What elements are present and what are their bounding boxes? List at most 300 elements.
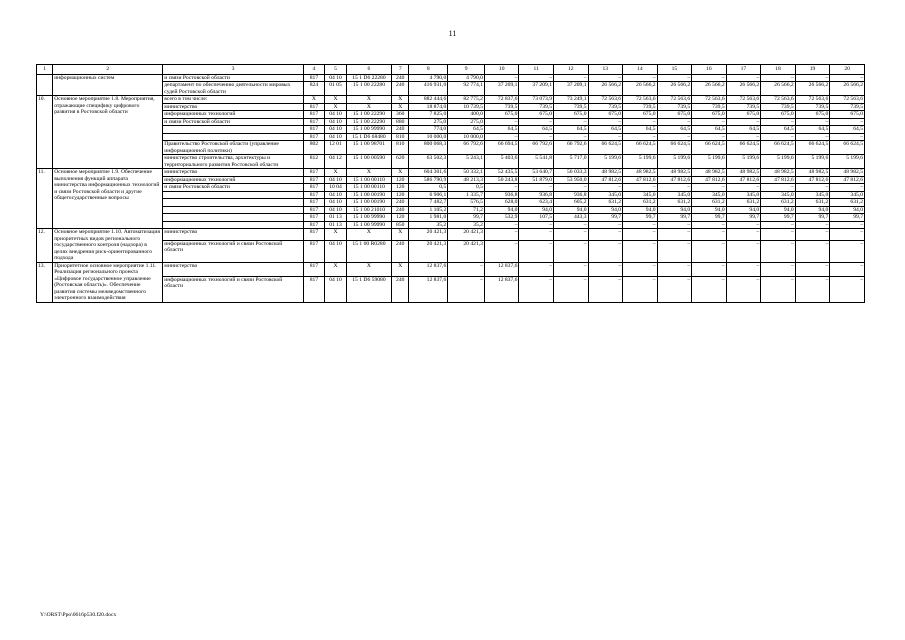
- amount-cell: 47 812,6: [657, 176, 692, 183]
- amount-cell: –: [692, 184, 727, 191]
- budget-code-cell: 817: [303, 214, 325, 221]
- amount-cell: 66 792,6: [519, 141, 554, 155]
- amount-cell: 345,0: [657, 191, 692, 198]
- column-number-header: 3: [163, 65, 303, 75]
- amount-cell: 345,0: [726, 191, 761, 198]
- budget-code-cell: 15 1 00 00110: [346, 176, 391, 183]
- amount-cell: –: [519, 184, 554, 191]
- budget-code-cell: X: [392, 169, 409, 176]
- amount-cell: –: [519, 75, 554, 82]
- budget-code-cell: 15 1 00 22280: [346, 82, 391, 96]
- budget-code-cell: 04 10: [325, 191, 347, 198]
- amount-cell: 37 209,1: [484, 82, 519, 96]
- amount-cell: –: [761, 75, 796, 82]
- amount-cell: 936,8: [519, 191, 554, 198]
- amount-cell: –: [623, 75, 658, 82]
- table-row: [37, 75, 865, 82]
- amount-cell: 576,5: [448, 199, 485, 206]
- column-number-header: 4: [303, 65, 325, 75]
- amount-cell: 20 421,3: [448, 229, 485, 241]
- amount-cell: –: [692, 221, 727, 228]
- amount-cell: 675,0: [657, 111, 692, 118]
- executor-cell: Правительство Ростовской области (управление информационной политики): [163, 141, 303, 155]
- amount-cell: 64,5: [519, 126, 554, 133]
- amount-cell: 48 982,5: [692, 169, 727, 176]
- column-number-header: 7: [392, 65, 409, 75]
- budget-code-cell: 817: [303, 240, 325, 262]
- amount-cell: 73 249,1: [554, 96, 589, 103]
- amount-cell: 26 566,2: [795, 82, 830, 96]
- amount-cell: 5 717,0: [554, 155, 589, 169]
- amount-cell: –: [761, 276, 796, 302]
- amount-cell: –: [761, 221, 796, 228]
- amount-cell: –: [761, 262, 796, 276]
- amount-cell: –: [726, 262, 761, 276]
- executor-cell: министерство: [163, 169, 303, 176]
- budget-code-cell: 04 10: [325, 240, 347, 262]
- amount-cell: 94,0: [519, 206, 554, 213]
- budget-code-cell: 817: [303, 111, 325, 118]
- amount-cell: 6 906,1: [409, 191, 448, 198]
- budget-code-cell: 817: [303, 184, 325, 191]
- amount-cell: –: [830, 75, 865, 82]
- amount-cell: –: [623, 229, 658, 241]
- amount-cell: 400,0: [448, 111, 485, 118]
- amount-cell: 94,0: [623, 206, 658, 213]
- amount-cell: 5 199,6: [795, 155, 830, 169]
- amount-cell: –: [554, 184, 589, 191]
- amount-cell: 72 563,6: [761, 96, 796, 103]
- budget-code-cell: 120: [392, 214, 409, 221]
- amount-cell: 48 982,5: [588, 169, 623, 176]
- amount-cell: 53 640,7: [519, 169, 554, 176]
- amount-cell: 47 812,6: [795, 176, 830, 183]
- amount-cell: 48 982,5: [761, 169, 796, 176]
- amount-cell: 99,7: [726, 214, 761, 221]
- column-number-header: 9: [448, 65, 485, 75]
- amount-cell: 631,2: [692, 199, 727, 206]
- amount-cell: 47 812,6: [692, 176, 727, 183]
- amount-cell: 37 209,1: [519, 82, 554, 96]
- executor-cell: [163, 206, 303, 213]
- amount-cell: –: [519, 133, 554, 140]
- executor-cell: [163, 191, 303, 198]
- activity-name: Основное мероприятие 1.10. Автоматизация приоритетных видов регионального государственного контроля (надзора) в целях внедрения риск-ориентированного подхода: [53, 229, 163, 262]
- budget-code-cell: 812: [303, 155, 325, 169]
- executor-cell: министерство: [163, 229, 303, 241]
- amount-cell: –: [588, 276, 623, 302]
- budget-code-cell: 817: [303, 221, 325, 228]
- amount-cell: 48 982,5: [795, 169, 830, 176]
- amount-cell: 66 624,5: [830, 141, 865, 155]
- amount-cell: 623,4: [519, 199, 554, 206]
- column-number-header: 16: [692, 65, 727, 75]
- amount-cell: –: [761, 118, 796, 125]
- amount-cell: 5 199,6: [588, 155, 623, 169]
- amount-cell: –: [795, 262, 830, 276]
- executor-cell: [163, 133, 303, 140]
- amount-cell: 72 563,6: [692, 96, 727, 103]
- budget-code-cell: 817: [303, 75, 325, 82]
- column-number-header: 6: [346, 65, 391, 75]
- budget-code-cell: 817: [303, 176, 325, 183]
- amount-cell: 26 566,2: [830, 82, 865, 96]
- amount-cell: 99,7: [657, 214, 692, 221]
- amount-cell: –: [484, 240, 519, 262]
- amount-cell: –: [692, 133, 727, 140]
- amount-cell: 675,0: [554, 111, 589, 118]
- column-number-header: 5: [325, 65, 347, 75]
- amount-cell: 64,5: [795, 126, 830, 133]
- amount-cell: 882 444,6: [409, 96, 448, 103]
- amount-cell: 66 694,5: [484, 141, 519, 155]
- amount-cell: –: [692, 75, 727, 82]
- amount-cell: 12 837,6: [409, 262, 448, 276]
- amount-cell: 739,5: [484, 103, 519, 110]
- budget-code-cell: X: [325, 96, 347, 103]
- amount-cell: 64,5: [448, 126, 485, 133]
- budget-code-cell: 01 13: [325, 214, 347, 221]
- budget-code-cell: 817: [303, 133, 325, 140]
- amount-cell: 48 982,5: [726, 169, 761, 176]
- amount-cell: 66 792,6: [554, 141, 589, 155]
- budget-code-cell: 15 1 00 99990: [346, 214, 391, 221]
- budget-code-cell: 810: [392, 133, 409, 140]
- amount-cell: 5 199,6: [657, 155, 692, 169]
- amount-cell: –: [795, 276, 830, 302]
- amount-cell: 72 563,6: [830, 96, 865, 103]
- amount-cell: 631,2: [588, 199, 623, 206]
- amount-cell: 26 566,2: [623, 82, 658, 96]
- footer-file-path: Y:\ORST\Ppo\0616p530.f20.docx: [40, 612, 117, 618]
- amount-cell: 739,5: [795, 103, 830, 110]
- amount-cell: 66 624,5: [795, 141, 830, 155]
- amount-cell: –: [657, 118, 692, 125]
- amount-cell: 5 199,6: [623, 155, 658, 169]
- amount-cell: 72 563,6: [726, 96, 761, 103]
- column-number-header: 19: [795, 65, 830, 75]
- row-number: 13.: [37, 262, 53, 302]
- amount-cell: –: [623, 118, 658, 125]
- amount-cell: 66 624,5: [588, 141, 623, 155]
- amount-cell: –: [588, 262, 623, 276]
- amount-cell: –: [761, 184, 796, 191]
- amount-cell: 739,5: [554, 103, 589, 110]
- budget-code-cell: 15 1 00 00190: [346, 199, 391, 206]
- budget-code-cell: 817: [303, 229, 325, 241]
- amount-cell: –: [830, 184, 865, 191]
- amount-cell: 63 502,3: [409, 155, 448, 169]
- amount-cell: –: [554, 221, 589, 228]
- amount-cell: –: [588, 229, 623, 241]
- amount-cell: 675,0: [519, 111, 554, 118]
- amount-cell: 675,0: [484, 111, 519, 118]
- amount-cell: 47 812,6: [761, 176, 796, 183]
- budget-code-cell: 360: [392, 111, 409, 118]
- amount-cell: 48 982,5: [623, 169, 658, 176]
- executor-cell: и связи Ростовской области: [163, 75, 303, 82]
- activity-name: Приоритетное основное мероприятие 1.11. Реализация регионального проекта «Цифровое государственное управление (Ростовская область)». Обеспечение развития системы межведомственного электронного взаимодействия: [53, 262, 163, 302]
- column-number-header: 15: [657, 65, 692, 75]
- budget-code-cell: X: [346, 96, 391, 103]
- budget-code-cell: X: [392, 229, 409, 241]
- amount-cell: 94,0: [484, 206, 519, 213]
- amount-cell: –: [726, 276, 761, 302]
- executor-cell: информационных технологий и связи Ростовской области: [163, 240, 303, 262]
- amount-cell: 35,2: [409, 221, 448, 228]
- budget-code-cell: X: [346, 229, 391, 241]
- budget-code-cell: 15 1 00 R0280: [346, 240, 391, 262]
- budget-code-cell: 15 1 00 99990: [346, 126, 391, 133]
- amount-cell: 7 482,7: [409, 199, 448, 206]
- budget-code-cell: 15 1 D6 22280: [346, 75, 391, 82]
- amount-cell: 12 837,6: [409, 276, 448, 302]
- budget-code-cell: 240: [392, 206, 409, 213]
- amount-cell: 586 790,9: [409, 176, 448, 183]
- amount-cell: –: [448, 276, 485, 302]
- amount-cell: 94,0: [554, 206, 589, 213]
- amount-cell: –: [726, 75, 761, 82]
- budget-code-cell: 12 01: [325, 141, 347, 155]
- budget-code-cell: 15 1 00 22290: [346, 111, 391, 118]
- amount-cell: 107,5: [519, 214, 554, 221]
- amount-cell: 5 403,6: [484, 155, 519, 169]
- amount-cell: 5 199,6: [830, 155, 865, 169]
- amount-cell: 48 982,5: [830, 169, 865, 176]
- budget-code-cell: 240: [392, 75, 409, 82]
- column-number-header: 12: [554, 65, 589, 75]
- amount-cell: 71,2: [448, 206, 485, 213]
- amount-cell: 0,5: [448, 184, 485, 191]
- amount-cell: –: [554, 118, 589, 125]
- column-number-row: [37, 65, 865, 75]
- amount-cell: –: [519, 229, 554, 241]
- amount-cell: 675,0: [623, 111, 658, 118]
- amount-cell: 94,0: [761, 206, 796, 213]
- amount-cell: –: [726, 240, 761, 262]
- budget-code-cell: X: [325, 169, 347, 176]
- page-number: 11: [448, 29, 457, 38]
- amount-cell: 47 812,6: [726, 176, 761, 183]
- budget-code-cell: 817: [303, 118, 325, 125]
- amount-cell: 739,5: [830, 103, 865, 110]
- amount-cell: 56 033,3: [554, 169, 589, 176]
- budget-code-cell: 120: [392, 191, 409, 198]
- amount-cell: 37 209,1: [554, 82, 589, 96]
- budget-code-cell: 817: [303, 103, 325, 110]
- executor-cell: и связи Ростовской области: [163, 118, 303, 125]
- executor-cell: министерство строительства, архитектуры и территориального развития Ростовской области: [163, 155, 303, 169]
- amount-cell: 5 541,8: [519, 155, 554, 169]
- amount-cell: –: [519, 262, 554, 276]
- amount-cell: 4 790,0: [409, 75, 448, 82]
- amount-cell: –: [761, 229, 796, 241]
- amount-cell: –: [554, 276, 589, 302]
- budget-code-cell: 120: [392, 184, 409, 191]
- budget-code-cell: 15 1 D6 68480: [346, 133, 391, 140]
- amount-cell: 72 563,6: [657, 96, 692, 103]
- amount-cell: 10 000,0: [448, 133, 485, 140]
- amount-cell: 5 199,6: [726, 155, 761, 169]
- budget-code-cell: 802: [303, 141, 325, 155]
- budget-code-cell: 240: [392, 82, 409, 96]
- budget-code-cell: 01 05: [325, 82, 347, 96]
- amount-cell: –: [554, 229, 589, 241]
- amount-cell: 99,7: [830, 214, 865, 221]
- amount-cell: 739,5: [726, 103, 761, 110]
- amount-cell: 675,0: [726, 111, 761, 118]
- executor-cell: департамент по обеспечению деятельности мировых судей Ростовской области: [163, 82, 303, 96]
- table-row: [37, 262, 865, 276]
- amount-cell: –: [588, 240, 623, 262]
- amount-cell: 1 105,2: [409, 206, 448, 213]
- amount-cell: 72 563,6: [623, 96, 658, 103]
- amount-cell: 275,0: [409, 118, 448, 125]
- budget-code-cell: 817: [303, 191, 325, 198]
- column-number-header: 10: [484, 65, 519, 75]
- amount-cell: 64,5: [830, 126, 865, 133]
- budget-code-cell: X: [392, 262, 409, 276]
- amount-cell: 20 421,3: [448, 240, 485, 262]
- budget-code-cell: 04 10: [325, 118, 347, 125]
- budget-code-cell: 04 10: [325, 199, 347, 206]
- amount-cell: 26 566,2: [657, 82, 692, 96]
- budget-code-cell: X: [325, 103, 347, 110]
- budget-code-cell: 240: [392, 199, 409, 206]
- amount-cell: –: [795, 133, 830, 140]
- executor-cell: и связи Ростовской области: [163, 184, 303, 191]
- amount-cell: –: [484, 184, 519, 191]
- budget-code-cell: X: [325, 229, 347, 241]
- amount-cell: 20 421,3: [409, 240, 448, 262]
- amount-cell: –: [657, 184, 692, 191]
- executor-cell: министерство: [163, 262, 303, 276]
- amount-cell: 26 566,2: [588, 82, 623, 96]
- amount-cell: 675,0: [795, 111, 830, 118]
- amount-cell: 99,7: [761, 214, 796, 221]
- amount-cell: –: [726, 229, 761, 241]
- amount-cell: –: [795, 229, 830, 241]
- budget-code-cell: X: [346, 103, 391, 110]
- budget-code-cell: 810: [392, 141, 409, 155]
- amount-cell: –: [830, 118, 865, 125]
- amount-cell: –: [554, 133, 589, 140]
- amount-cell: 64,5: [657, 126, 692, 133]
- amount-cell: –: [657, 133, 692, 140]
- amount-cell: 443,3: [554, 214, 589, 221]
- executor-cell: министерство: [163, 103, 303, 110]
- amount-cell: 5 199,6: [761, 155, 796, 169]
- amount-cell: –: [484, 221, 519, 228]
- amount-cell: –: [484, 75, 519, 82]
- budget-code-cell: 15 1 D6 59080: [346, 276, 391, 302]
- amount-cell: 345,0: [761, 191, 796, 198]
- amount-cell: 64,5: [588, 126, 623, 133]
- amount-cell: –: [830, 221, 865, 228]
- amount-cell: 82 775,2: [448, 96, 485, 103]
- amount-cell: –: [623, 262, 658, 276]
- amount-cell: 66 624,5: [657, 141, 692, 155]
- column-number-header: 8: [409, 65, 448, 75]
- amount-cell: –: [657, 262, 692, 276]
- activity-name: Основное мероприятие 1.9. Обеспечение выполнения функций аппарата министерства информационных технологий и связи Ростовской области и другие общегосударственные вопросы: [53, 169, 163, 229]
- amount-cell: 99,7: [623, 214, 658, 221]
- amount-cell: 66 792,6: [448, 141, 485, 155]
- budget-code-cell: 01 13: [325, 221, 347, 228]
- table-row: [37, 96, 865, 103]
- column-number-header: 14: [623, 65, 658, 75]
- row-number: [37, 75, 53, 96]
- budget-code-cell: 04 10: [325, 176, 347, 183]
- budget-code-cell: 620: [392, 155, 409, 169]
- amount-cell: –: [623, 276, 658, 302]
- executor-cell: [163, 221, 303, 228]
- budget-code-cell: 04 10: [325, 75, 347, 82]
- amount-cell: 51 879,0: [519, 176, 554, 183]
- amount-cell: 628,0: [484, 199, 519, 206]
- amount-cell: –: [519, 240, 554, 262]
- amount-cell: 94,0: [588, 206, 623, 213]
- amount-cell: 5 199,6: [692, 155, 727, 169]
- amount-cell: 99,7: [448, 214, 485, 221]
- amount-cell: 64,5: [726, 126, 761, 133]
- budget-code-cell: 15 1 00 22290: [346, 118, 391, 125]
- budget-code-cell: 04 10: [325, 126, 347, 133]
- amount-cell: –: [657, 229, 692, 241]
- amount-cell: –: [830, 240, 865, 262]
- amount-cell: 73 073,9: [519, 96, 554, 103]
- amount-cell: 5 243,1: [448, 155, 485, 169]
- amount-cell: –: [795, 75, 830, 82]
- amount-cell: –: [554, 240, 589, 262]
- amount-cell: –: [761, 133, 796, 140]
- amount-cell: 52 435,5: [484, 169, 519, 176]
- amount-cell: 631,2: [657, 199, 692, 206]
- amount-cell: –: [623, 221, 658, 228]
- budget-code-cell: 817: [303, 206, 325, 213]
- budget-code-cell: X: [325, 262, 347, 276]
- amount-cell: –: [692, 118, 727, 125]
- amount-cell: 345,0: [623, 191, 658, 198]
- amount-cell: –: [519, 118, 554, 125]
- amount-cell: 605,2: [554, 199, 589, 206]
- amount-cell: 26 566,2: [692, 82, 727, 96]
- amount-cell: –: [554, 262, 589, 276]
- budget-code-cell: 10 04: [325, 184, 347, 191]
- amount-cell: –: [657, 221, 692, 228]
- amount-cell: 47 812,6: [830, 176, 865, 183]
- amount-cell: 1 981,0: [409, 214, 448, 221]
- amount-cell: –: [554, 75, 589, 82]
- amount-cell: 99,7: [588, 214, 623, 221]
- budget-code-cell: 15 1 00 21010: [346, 206, 391, 213]
- amount-cell: –: [795, 184, 830, 191]
- amount-cell: 4 790,0: [448, 75, 485, 82]
- budget-code-cell: 880: [392, 118, 409, 125]
- amount-cell: –: [692, 229, 727, 241]
- amount-cell: –: [692, 276, 727, 302]
- amount-cell: –: [726, 118, 761, 125]
- row-number: 10.: [37, 96, 53, 169]
- amount-cell: 345,0: [795, 191, 830, 198]
- amount-cell: 12 837,6: [484, 276, 519, 302]
- amount-cell: –: [484, 118, 519, 125]
- table-row: [37, 229, 865, 241]
- column-number-header: 17: [726, 65, 761, 75]
- executor-cell: [163, 199, 303, 206]
- executor-cell: информационных технологий: [163, 176, 303, 183]
- activity-name: Основное мероприятие 1.8. Мероприятия, отражающие специфику цифрового развития в Ростовской области: [53, 96, 163, 169]
